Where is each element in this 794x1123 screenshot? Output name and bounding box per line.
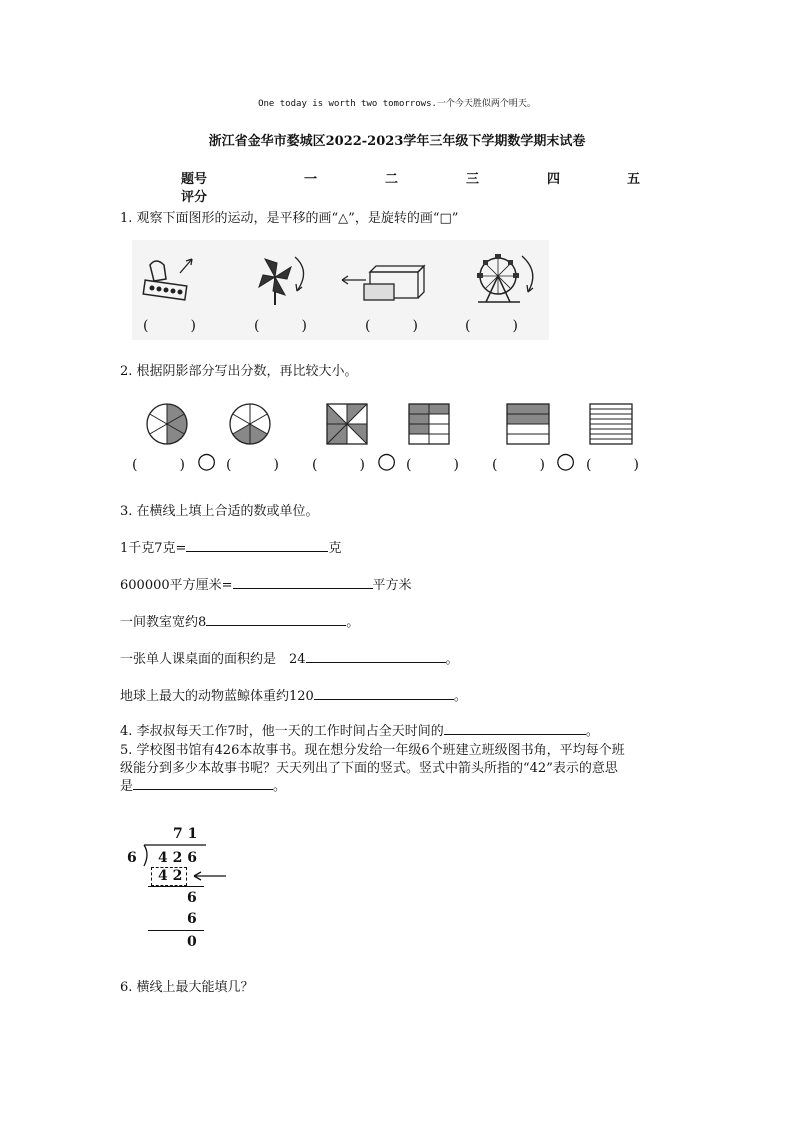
q4-text: 4. 李叔叔每天工作7时，他一天的工作时间占全天时间的 bbox=[120, 724, 444, 739]
q2-pair3-right[interactable]: ( ) bbox=[586, 457, 639, 473]
q1-answer-3[interactable]: ( ) bbox=[365, 318, 418, 334]
fraction-stripes-2 bbox=[589, 403, 633, 445]
question-4 bbox=[120, 720, 599, 739]
score-row-label-2: 评分 bbox=[181, 190, 208, 205]
q3-item-3-after: 。 bbox=[346, 615, 360, 630]
q3-item-5-blank[interactable] bbox=[314, 685, 454, 700]
fraction-stripes-1 bbox=[506, 403, 550, 445]
motto: One today is worth two tomorrows.一个今天胜似两个明天。 bbox=[258, 99, 536, 109]
q3-item-1 bbox=[120, 537, 341, 556]
question-3-text: 3. 在横线上填上合适的数或单位。 bbox=[120, 504, 319, 519]
q2-pair1-compare-circle[interactable]: ○ bbox=[197, 449, 217, 474]
division-step-3: 6 bbox=[187, 911, 197, 927]
left-arrow-icon bbox=[190, 870, 230, 882]
score-col-4: 四 bbox=[547, 172, 561, 187]
fraction-square-grid bbox=[408, 403, 450, 445]
division-quotient: 7 1 bbox=[173, 826, 198, 842]
q1-answer-1[interactable]: ( ) bbox=[143, 318, 196, 334]
division-step-1: 4 2 bbox=[158, 868, 183, 884]
q1-answer-4[interactable]: ( ) bbox=[465, 318, 518, 334]
q2-pair2-left[interactable]: ( ) bbox=[312, 457, 365, 473]
score-col-1: 一 bbox=[304, 172, 318, 187]
score-col-2: 二 bbox=[385, 172, 399, 187]
q5-line-3-before: 是 bbox=[120, 779, 134, 794]
q3-item-1-after: 克 bbox=[328, 541, 342, 556]
q3-item-5-before: 地球上最大的动物蓝鲸体重约120 bbox=[120, 689, 314, 704]
q2-pair1-right[interactable]: ( ) bbox=[226, 457, 279, 473]
q3-item-2-blank[interactable] bbox=[233, 574, 373, 589]
q5-line-2: 级能分到多少本故事书呢？天天列出了下面的竖式。竖式中箭头所指的“42”表示的意思 bbox=[120, 761, 618, 776]
question-1-text: 1. 观察下面图形的运动，是平移的画“△”，是旋转的画“□” bbox=[120, 211, 459, 226]
drawer-box-picture bbox=[340, 262, 430, 307]
q3-item-2 bbox=[120, 574, 412, 593]
fraction-square-triangles bbox=[326, 403, 368, 445]
division-rule-1 bbox=[148, 886, 204, 887]
abacus-hand-picture bbox=[140, 255, 200, 305]
q3-item-5 bbox=[120, 685, 467, 704]
pinwheel-picture bbox=[255, 253, 315, 308]
q3-item-2-after: 平方米 bbox=[372, 578, 412, 593]
q3-item-3-blank[interactable] bbox=[206, 611, 346, 626]
q2-pair1-left[interactable]: ( ) bbox=[132, 457, 185, 473]
q5-line-3-after: 。 bbox=[273, 779, 287, 794]
q3-item-4-blank[interactable] bbox=[306, 648, 446, 663]
q3-item-3 bbox=[120, 611, 359, 630]
q5-blank[interactable] bbox=[133, 775, 273, 790]
score-row-label: 题号 bbox=[181, 172, 208, 187]
q5-line-3 bbox=[120, 775, 286, 794]
question-6-text: 6. 横线上最大能填几？ bbox=[120, 980, 254, 995]
division-step-2: 6 bbox=[187, 890, 197, 906]
q3-item-2-before: 600000平方厘米= bbox=[120, 578, 233, 593]
division-divisor: 6 bbox=[127, 850, 137, 866]
score-col-5: 五 bbox=[627, 172, 641, 187]
division-remainder: 0 bbox=[187, 934, 197, 950]
fraction-circle-1 bbox=[146, 403, 188, 445]
q1-answer-2[interactable]: ( ) bbox=[254, 318, 307, 334]
q3-item-4 bbox=[120, 648, 459, 667]
ferris-wheel-picture bbox=[468, 250, 548, 310]
q3-item-1-before: 1千克7克= bbox=[120, 541, 187, 556]
division-rule-2 bbox=[148, 930, 204, 931]
q2-pair2-compare-circle[interactable]: ○ bbox=[377, 449, 397, 474]
q4-after: 。 bbox=[585, 724, 599, 739]
q2-pair2-right[interactable]: ( ) bbox=[406, 457, 459, 473]
q3-item-4-after: 。 bbox=[445, 652, 459, 667]
fraction-circle-2 bbox=[229, 403, 271, 445]
score-col-3: 三 bbox=[466, 172, 480, 187]
q4-blank[interactable] bbox=[444, 720, 586, 735]
page-title: 浙江省金华市婺城区2022-2023学年三年级下学期数学期末试卷 bbox=[208, 134, 586, 149]
q3-item-3-before: 一间教室宽约8 bbox=[120, 615, 207, 630]
question-2-text: 2. 根据阴影部分写出分数，再比较大小。 bbox=[120, 364, 358, 379]
q3-item-5-after: 。 bbox=[453, 689, 467, 704]
q3-item-4-before: 一张单人课桌面的面积约是 24 bbox=[120, 652, 306, 667]
q2-pair3-left[interactable]: ( ) bbox=[492, 457, 545, 473]
division-dividend: 4 2 6 bbox=[158, 850, 197, 866]
q5-line-1: 5. 学校图书馆有426本故事书。现在想分发给一年级6个班建立班级图书角，平均每个班 bbox=[120, 743, 625, 758]
q3-item-1-blank[interactable] bbox=[186, 537, 328, 552]
q2-pair3-compare-circle[interactable]: ○ bbox=[556, 449, 576, 474]
